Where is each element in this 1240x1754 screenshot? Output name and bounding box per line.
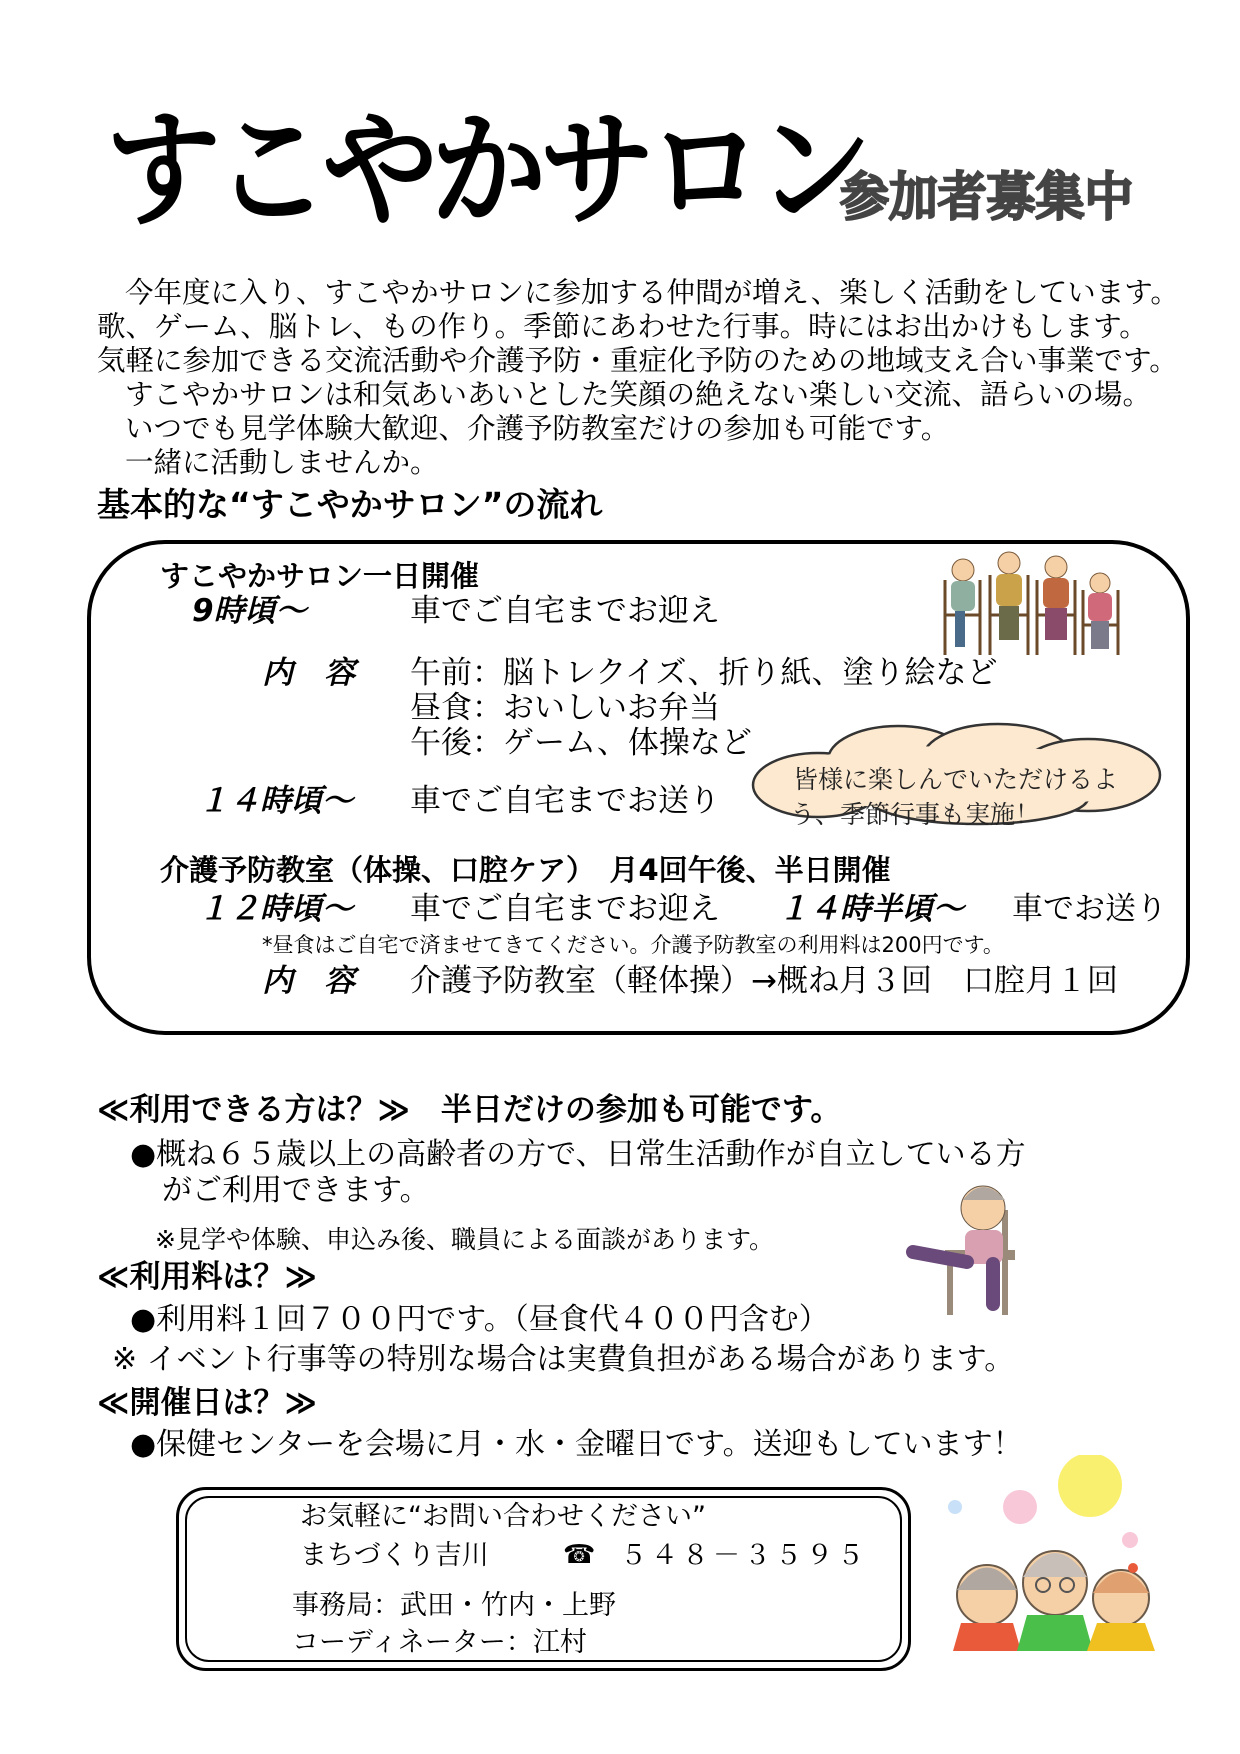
contact-office: 事務局：武田・竹内・上野 xyxy=(292,1590,616,1621)
cloud-text-line-2: う、季節行事も実施！ xyxy=(790,800,1041,829)
recruiting-badge: 参加者募集中 xyxy=(840,168,1134,228)
who-line-1: ●概ね６５歳以上の高齢者の方で、日常生活動作が自立している方 xyxy=(130,1137,1026,1172)
time-class-dropoff: １４時半頃～ xyxy=(778,891,964,927)
time-class-pickup: １２時頃～ xyxy=(198,891,353,927)
fee-line-1: ●利用料１回７００円です。（昼食代４００円含む） xyxy=(130,1302,829,1337)
dropoff-text: 車でご自宅までお送り xyxy=(410,783,720,819)
pickup-text: 車でご自宅までお迎え xyxy=(410,593,720,629)
lunch-activity: 昼食：おいしいお弁当 xyxy=(410,690,720,726)
who-line-2: がご利用できます。 xyxy=(162,1173,430,1208)
senior-exercise-illustration xyxy=(905,1180,1035,1320)
contact-phone[interactable]: ５４８－３５９５ xyxy=(620,1540,868,1571)
intro-line-4: すこやかサロンは和気あいあいとした笑顔の絶えない楽しい交流、語らいの場。 xyxy=(125,378,1152,411)
afternoon-activity: 午後：ゲーム、体操など xyxy=(410,725,752,761)
elderly-group-illustration xyxy=(935,545,1130,660)
intro-line-2: 歌、ゲーム、脳トレ、もの作り。季節にあわせた行事。時にはお出かけもします。 xyxy=(97,310,1148,343)
fee-line-2: ※ イベント行事等の特別な場合は実費負担がある場合があります。 xyxy=(112,1342,1015,1377)
intro-line-6: 一緒に活動しませんか。 xyxy=(125,446,439,479)
content-label: 内 容 xyxy=(262,655,355,691)
class-content-label: 内 容 xyxy=(262,963,355,999)
time-dropoff: １４時頃～ xyxy=(198,783,353,819)
contact-invite: お気軽に“お問い合わせください” xyxy=(300,1501,706,1532)
smiling-seniors-illustration xyxy=(935,1455,1165,1655)
class-dropoff-text: 車でお送り xyxy=(1012,891,1167,927)
cloud-text-line-1: 皆様に楽しんでいただけるよ xyxy=(793,765,1119,794)
who-note: ※見学や体験、申込み後、職員による面談があります。 xyxy=(155,1225,774,1254)
intro-line-1: 今年度に入り、すこやかサロンに参加する仲間が増え、楽しく活動をしています。 xyxy=(125,276,1179,309)
intro-line-3: 気軽に参加できる交流活動や介護予防・重症化予防のための地域支え合い事業です。 xyxy=(97,344,1178,377)
phone-icon: ☎ xyxy=(563,1540,596,1570)
morning-activity: 午前：脳トレクイズ、折り紙、塗り絵など xyxy=(410,655,998,691)
class-content: 介護予防教室（軽体操）→概ね月３回 口腔月１回 xyxy=(410,963,1118,999)
days-line-1: ●保健センターを会場に月・水・金曜日です。送迎もしています！ xyxy=(130,1427,1023,1462)
days-heading: ≪開催日は？≫ xyxy=(97,1385,317,1421)
day-title: すこやかサロン一日開催 xyxy=(160,559,480,593)
class-pickup-text: 車でご自宅までお迎え xyxy=(410,891,720,927)
contact-org: まちづくり吉川 xyxy=(300,1540,489,1571)
intro-line-5: いつでも見学体験大歓迎、介護予防教室だけの参加も可能です。 xyxy=(125,412,950,445)
fee-heading: ≪利用料は？≫ xyxy=(97,1259,317,1295)
flow-heading: 基本的な“すこやかサロン”の流れ xyxy=(97,485,603,524)
time-pickup: 9時頃～ xyxy=(192,593,307,629)
contact-coordinator: コーディネーター：江村 xyxy=(292,1627,587,1658)
class-title: 介護予防教室（体操、口腔ケア） 月4回午後、半日開催 xyxy=(160,853,891,887)
page-title: すこやかサロン xyxy=(105,97,865,244)
who-heading: ≪利用できる方は？≫ 半日だけの参加も可能です。 xyxy=(97,1092,842,1128)
class-note: *昼食はご自宅で済ませてきてください。介護予防教室の利用料は200円です。 xyxy=(262,933,1004,957)
